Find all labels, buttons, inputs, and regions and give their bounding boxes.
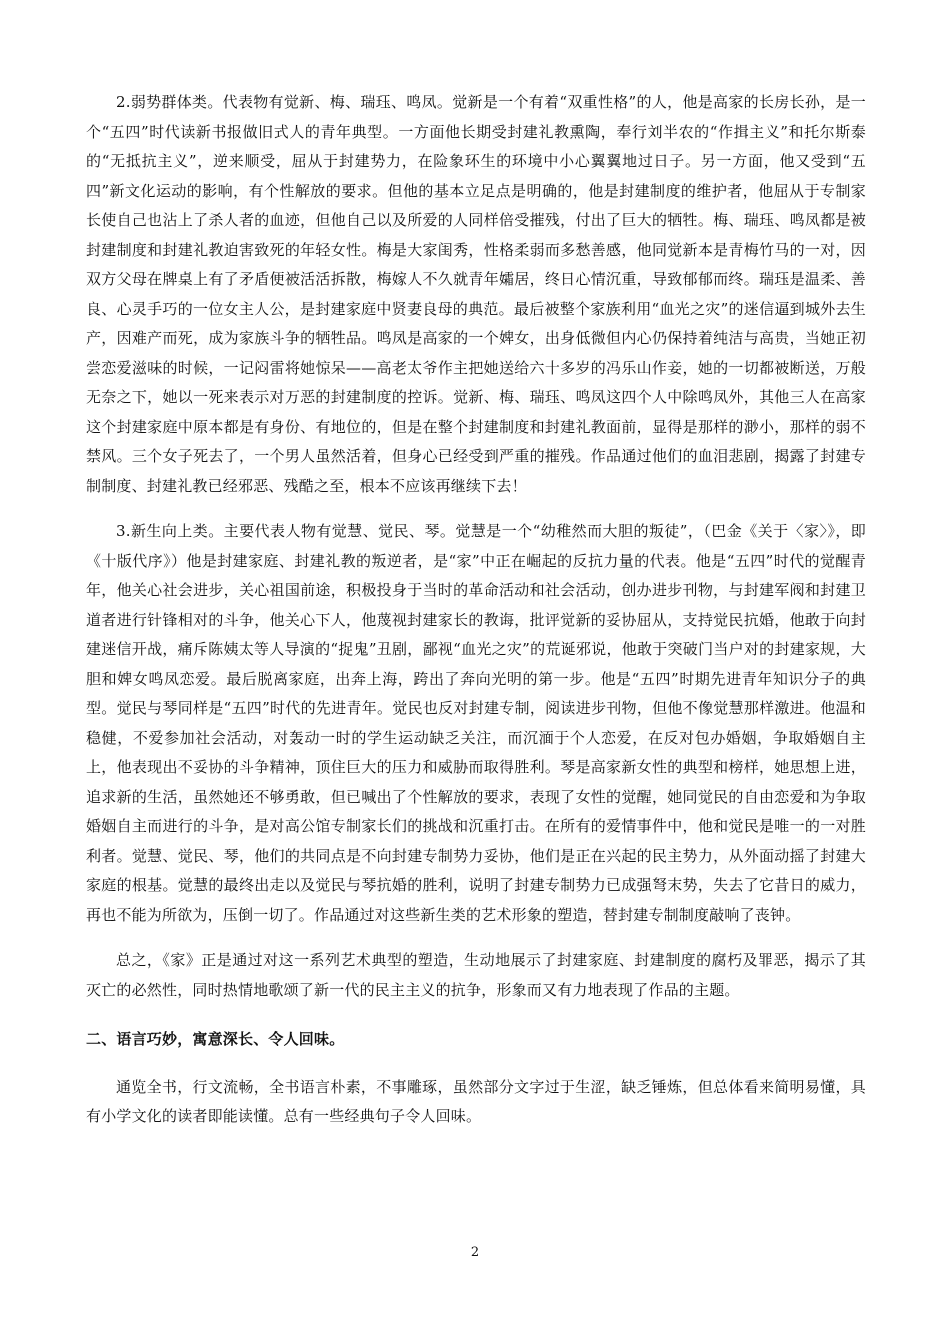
paragraph-weak-group: 2.弱势群体类。代表物有觉新、梅、瑞珏、鸣凤。觉新是一个有着“双重性格”的人，他是高家的长房长孙，是一个“五四”时代读新书报做旧式人的青年典型。一方面他长期受封建礼教熏陶，奉行刘半农的“作揖主义”和托尔斯泰的“无抵抗主义”，逆来顺受，屈从于封建势力，在险象环生的环境中小心翼翼地过日子。另一方面，他又受到“五四”新文化运动的影响，有个性解放的要求。但他的基本立足点是明确的，他是封建制度的维护者，他屈从于专制家长使自己也沾上了杀人者的血迹，但他自己以及所爱的人同样倍受摧残，付出了巨大的牺牲。梅、瑞珏、鸣凤都是被封建制度和封建礼教迫害致死的年轻女性。梅是大家闺秀，性格柔弱而多愁善感，他同觉新本是青梅竹马的一对，因双方父母在牌桌上有了矛盾便被活活拆散，梅嫁人不久就青年孀居，终日心情沉重，导致郁郁而终。瑞珏是温柔、善良、心灵手巧的一位女主人公，是封建家庭中贤妻良母的典范。最后被整个家族利用“血光之灾”的迷信逼到城外去生产，因难产而死，成为家族斗争的牺牲品。鸣凤是高家的一个婢女，出身低微但内心仍保持着纯洁与高贵，当她正初尝恋爱滋味的时候，一记闷雷将她惊呆——高老太爷作主把她送给六十多岁的冯乐山作妾，她的一切都被断送，万般无奈之下，她以一死来表示对万恶的封建制度的控诉。觉新、梅、瑞珏、鸣凤这四个人中除鸣凤外，其他三人在高家这个封建家庭中原本都是有身份、有地位的，但是在整个封建制度和封建礼教面前，显得是那样的渺小，那样的弱不禁风。三个女子死去了，一个男人虽然活着，但身心已经受到严重的摧残。作品通过他们的血泪悲剧，揭露了封建专制制度、封建礼教已经邪恶、残酷之至，根本不应该再继续下去！ <box>86 93 866 495</box>
paragraph-language: 通览全书，行文流畅，全书语言朴素，不事雕琢，虽然部分文字过于生涩，缺乏锤炼，但总体看来简明易懂，具有小学文化的读者即能读懂。总有一些经典句子令人回味。 <box>86 1077 866 1125</box>
page-number: 2 <box>470 1245 480 1260</box>
paragraph-summary: 总之，《家》正是通过对这一系列艺术典型的塑造，生动地展示了封建家庭、封建制度的腐朽及罪恶，揭示了其灭亡的必然性，同时热情地歌颂了新一代的民主主义的抗争，形象而又有力地表现了作品的主题。 <box>86 951 866 999</box>
document-body <box>86 88 866 1132</box>
section-heading: 二、语言巧妙，寓意深长、令人回味。 <box>86 1030 345 1048</box>
paragraph-new-group: 3.新生向上类。主要代表人物有觉慧、觉民、琴。觉慧是一个“幼稚然而大胆的叛徒”，（巴金《关于〈家〉》，即《十版代序》）他是封建家庭、封建礼教的叛逆者，是“家”中正在崛起的反抗力量的代表。他是“五四”时代的觉醒青年，他关心社会进步，关心祖国前途，积极投身于当时的革命活动和社会活动，创办进步刊物，与封建军阀和封建卫道者进行针锋相对的斗争，他关心下人，他蔑视封建家长的教诲，批评觉新的妥协屈从，支持觉民抗婚，他敢于向封建迷信开战，痛斥陈姨太等人导演的“捉鬼”丑剧，鄙视“血光之灾”的荒诞邪说，他敢于突破门当户对的封建家规，大胆和婢女鸣凤恋爱。最后脱离家庭，出奔上海，跨出了奔向光明的第一步。他是“五四”时期先进青年知识分子的典型。觉民与琴同样是“五四”时代的先进青年。觉民也反对封建专制，阅读进步刊物，但他不像觉慧那样激进。他温和稳健，不爱参加社会活动，对轰动一时的学生运动缺乏关注，而沉湎于个人恋爱，在反对包办婚姻，争取婚姻自主上，他表现出不妥协的斗争精神，顶住巨大的压力和威胁而取得胜利。琴是高家新女性的典型和榜样，她思想上进，追求新的生活，虽然她还不够勇敢，但已喊出了个性解放的要求，表现了女性的觉醒，她同觉民的自由恋爱和为争取婚姻自主而进行的斗争，是对高公馆专制家长们的挑战和沉重打击。在所有的爱情事件中，他和觉民是唯一的一对胜利者。觉慧、觉民、琴，他们的共同点是不向封建专制势力妥协，他们是正在兴起的民主势力，从外面动摇了封建大家庭的根基。觉慧的最终出走以及觉民与琴抗婚的胜利，说明了封建专制势力已成强弩末势，失去了它昔日的威力，再也不能为所欲为，压倒一切了。作品通过对这些新生类的艺术形象的塑造，替封建专制制度敲响了丧钟。 <box>86 522 866 924</box>
